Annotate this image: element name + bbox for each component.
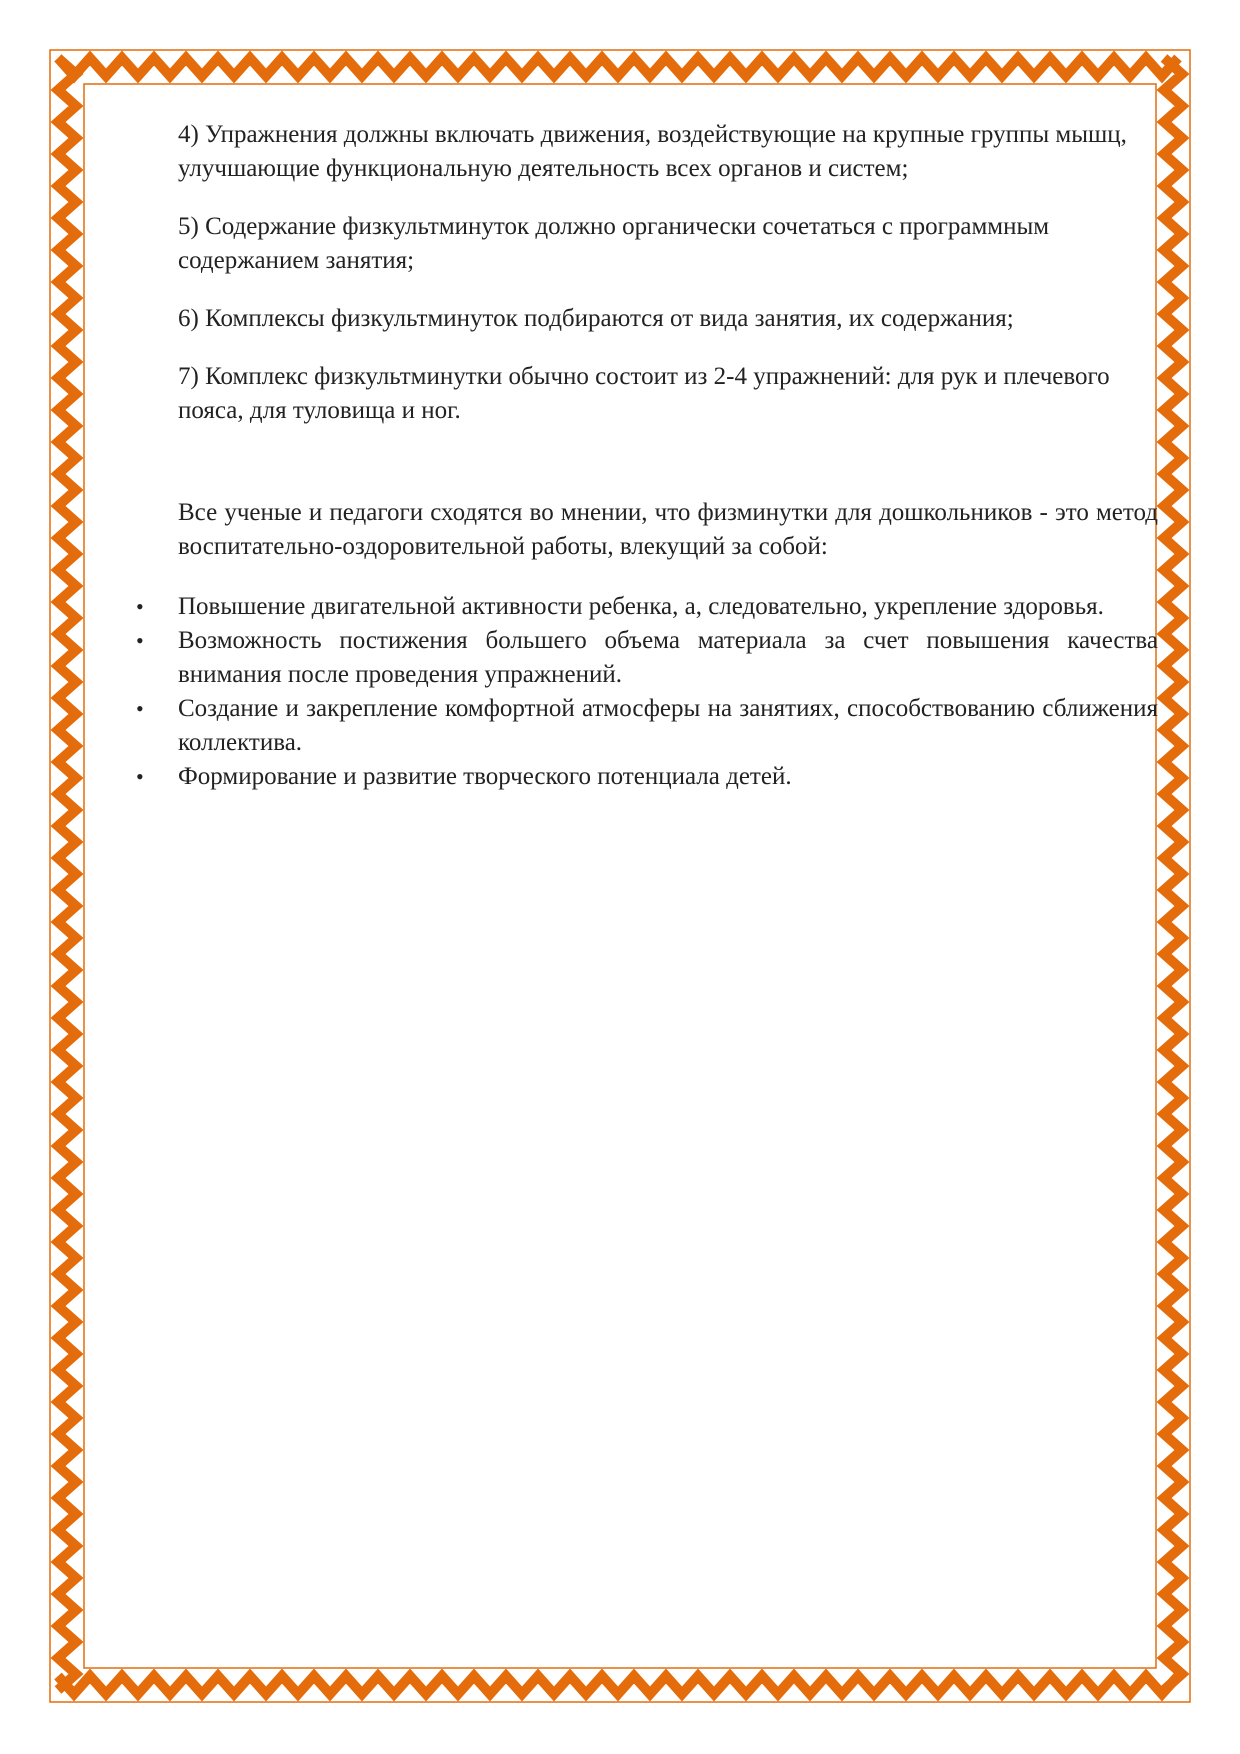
paragraph-spacer (178, 452, 1158, 496)
list-item (136, 760, 1158, 794)
border-zigzag-top (58, 58, 1178, 76)
document-body (136, 118, 1158, 794)
paragraph-item-5: 5) Содержание физкультминуток должно органически сочетаться с программным содержанием занятия; (178, 213, 1050, 274)
list-item-text: Создание и закрепление комфортной атмосферы на занятиях, способствованию сближения коллектива. (178, 695, 1158, 756)
paragraph-item-7: 7) Комплекс физкультминутки обычно состоит из 2-4 упражнений: для рук и плечевого пояса, для туловища и ног. (178, 363, 1110, 424)
intro-paragraph: Все ученые и педагоги сходятся во мнении, что физминутки для дошкольников - это метод воспитательно-оздоровительной работы, влекущий за собой: (178, 499, 1158, 560)
bullet-icon: • (136, 764, 144, 789)
border-zigzag-left (58, 58, 76, 1690)
bullet-icon: • (136, 628, 144, 653)
list-item (136, 692, 1158, 760)
border-zigzag-right (1164, 58, 1182, 1690)
list-item-text: Возможность постижения большего объема материала за счет повышения качества внимания после проведения упражнений. (178, 627, 1158, 688)
list-item-text: Формирование и развитие творческого потенциала детей. (178, 763, 792, 790)
paragraph-item-4: 4) Упражнения должны включать движения, воздействующие на крупные группы мышц, улучшающие функциональную деятельность всех органов и систем; (178, 121, 1127, 182)
border-zigzag-bottom (58, 1676, 1178, 1694)
list-item (136, 590, 1158, 624)
bullet-icon: • (136, 594, 144, 619)
list-item (136, 624, 1158, 692)
bullet-icon: • (136, 696, 144, 721)
paragraph-item-6: 6) Комплексы физкультминуток подбираются от вида занятия, их содержания; (178, 305, 1014, 332)
list-item-text: Повышение двигательной активности ребенка, а, следовательно, укрепление здоровья. (178, 593, 1104, 620)
benefits-list (136, 590, 1158, 794)
